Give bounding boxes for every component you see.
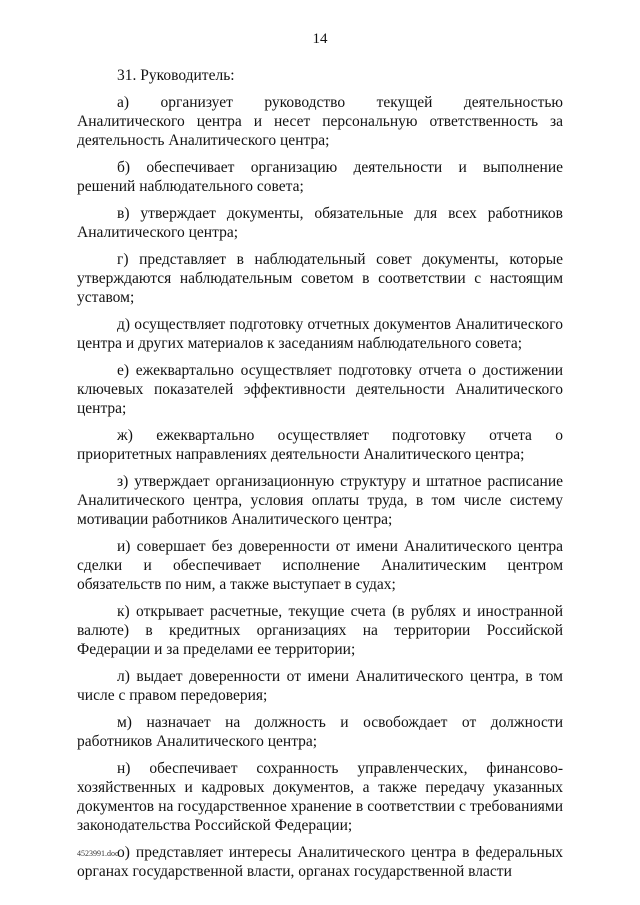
document-body — [77, 66, 563, 889]
list-item-d: д) осуществляет подготовку отчетных документов Аналитического центра и других материалов к заседаниям наблюдательного совета; — [77, 316, 563, 352]
list-item-a: а) организует руководство текущей деятельностью Аналитического центра и несет персональную ответственность за деятельность Аналитического центра; — [77, 94, 563, 149]
list-item-z: з) утверждает организационную структуру и штатное расписание Аналитического центра, условия оплаты труда, в том числе систему мотивации работников Аналитического центра; — [77, 473, 563, 528]
list-item-n: н) обеспечивает сохранность управленческих, финансово-хозяйственных и кадровых документов, а также передачу указанных документов на государственное хранение в соответствии с требованиями законодательства Российской Федерации; — [77, 760, 563, 834]
list-item-k: к) открывает расчетные, текущие счета (в рублях и иностранной валюте) в кредитных организациях на территории Российской Федерации и за пределами ее территории; — [77, 603, 563, 658]
list-item-i: и) совершает без доверенности от имени Аналитического центра сделки и обеспечивает исполнение Аналитическим центром обязательств по ним, а также выступает в судах; — [77, 538, 563, 593]
list-item-l: л) выдает доверенности от имени Аналитического центра, в том числе с правом передоверия; — [77, 668, 563, 704]
page-number: 14 — [312, 31, 328, 47]
list-item-m: м) назначает на должность и освобождает от должности работников Аналитического центра; — [77, 714, 563, 750]
list-item-o: о) представляет интересы Аналитического центра в федеральных органах государственной власти, органах государственной власти — [77, 844, 563, 880]
list-item-g: г) представляет в наблюдательный совет документы, которые утверждаются наблюдательным советом в соответствии с настоящим уставом; — [77, 251, 563, 306]
list-item-e: е) ежеквартально осуществляет подготовку отчета о достижении ключевых показателей эффективности деятельности Аналитического центра; — [77, 362, 563, 417]
list-item-v: в) утверждает документы, обязательные для всех работников Аналитического центра; — [77, 205, 563, 241]
list-item-b: б) обеспечивает организацию деятельности и выполнение решений наблюдательного совета; — [77, 159, 563, 195]
section-heading: 31. Руководитель: — [117, 67, 235, 84]
footer-filename: 4523991.doc — [77, 849, 119, 858]
list-item-zh: ж) ежеквартально осуществляет подготовку отчета о приоритетных направлениях деятельности Аналитического центра; — [77, 427, 563, 463]
